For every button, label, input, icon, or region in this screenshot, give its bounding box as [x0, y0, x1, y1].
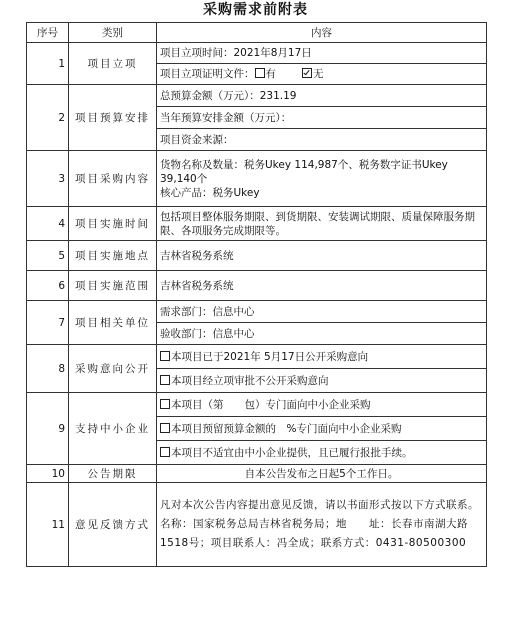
row-content-line: 自本公告发布之日起5个工作日。: [157, 465, 487, 483]
checkbox-unchecked-icon: [255, 68, 265, 78]
header-no: 序号: [27, 23, 69, 43]
checkbox-unchecked-icon: [160, 351, 170, 361]
table-row: [27, 241, 487, 271]
option-label: 本项目经立项审批不公开采购意向: [171, 374, 329, 387]
row-content-line: 项目资金来源：: [157, 129, 487, 151]
option-label: 本项目（第 包）专门面向中小企业采购: [171, 398, 371, 411]
row-content-line: 需求部门：信息中心: [157, 301, 487, 323]
row-content-line: [157, 417, 487, 441]
header-category: 类别: [69, 23, 157, 43]
row-number: 10: [27, 465, 69, 483]
option-label: 本项目预留预算金额的 %专门面向中小企业采购: [171, 422, 402, 435]
proof-doc-label: 项目立项证明文件：: [160, 68, 255, 80]
row-content-line: [157, 441, 487, 465]
row-content-line: 总预算金额（万元）：231.19: [157, 85, 487, 107]
row-number: 9: [27, 393, 69, 465]
row-content-cell: [157, 151, 487, 207]
table-row: [27, 271, 487, 301]
row-category: 意见反馈方式: [69, 483, 157, 567]
header-content: 内容: [157, 23, 487, 43]
row-content-line: [157, 64, 487, 85]
row-content-line: [157, 393, 487, 417]
checkbox-unchecked-icon: [160, 447, 170, 457]
row-number: 5: [27, 241, 69, 271]
row-content-line: 货物名称及数量：税务Ukey 114,987个、税务数字证书Ukey 39,140个: [160, 158, 448, 185]
row-category: 项目预算安排: [69, 85, 157, 151]
row-number: 11: [27, 483, 69, 567]
row-category: 项目实施范围: [69, 271, 157, 301]
table-row: [27, 151, 487, 207]
document-title: 采购需求前附表: [203, 2, 308, 18]
row-content-line: 凡对本次公告内容提出意见反馈，请以书面形式按以下方式联系。名称：国家税务总局吉林省税务局；地 址：长春市南湖大路1518号；项目联系人：冯全成；联系方式：0431-80500300: [157, 483, 487, 567]
row-number: 7: [27, 301, 69, 345]
row-number: 8: [27, 345, 69, 393]
row-category: 支持中小企业: [69, 393, 157, 465]
checkbox-unchecked-icon: [160, 399, 170, 409]
option-label: 本项目已于2021年 5月17日公开采购意向: [171, 350, 369, 363]
row-content-line: 核心产品：税务Ukey: [160, 186, 260, 199]
row-content-line: [157, 369, 487, 393]
row-content-line: [157, 345, 487, 369]
row-number: 4: [27, 207, 69, 241]
row-number: 2: [27, 85, 69, 151]
table-row: [27, 207, 487, 241]
table-row: [27, 301, 487, 323]
checkbox-unchecked-icon: [160, 375, 170, 385]
row-category: 项目立项: [69, 43, 157, 85]
table-row: [27, 85, 487, 107]
row-category: 项目实施地点: [69, 241, 157, 271]
row-content-line: 吉林省税务系统: [157, 241, 487, 271]
option-no-label: 无: [313, 68, 324, 80]
row-category: 采购意向公开: [69, 345, 157, 393]
row-content-line: 验收部门：信息中心: [157, 323, 487, 345]
row-category: 项目实施时间: [69, 207, 157, 241]
table-row: [27, 465, 487, 483]
option-label: 本项目不适宜由中小企业提供，且已履行报批手续。: [171, 446, 413, 459]
option-yes-label: 有: [265, 68, 276, 80]
row-number: 3: [27, 151, 69, 207]
checkbox-unchecked-icon: [160, 423, 170, 433]
table-row: [27, 483, 487, 567]
table-row: [27, 393, 487, 417]
row-number: 6: [27, 271, 69, 301]
row-category: 公告期限: [69, 465, 157, 483]
table-row: [27, 43, 487, 64]
row-content-line: 包括项目整体服务期限、到货期限、安装调试期限、质量保障服务期限、各项服务完成期限等。: [157, 207, 487, 241]
procurement-requirements-table: [26, 22, 487, 567]
row-category: 项目相关单位: [69, 301, 157, 345]
table-row: [27, 345, 487, 369]
row-number: 1: [27, 43, 69, 85]
row-content-line: 吉林省税务系统: [157, 271, 487, 301]
row-content-line: 当年预算安排金额（万元）：: [157, 107, 487, 129]
row-category: 项目采购内容: [69, 151, 157, 207]
row-content-line: 项目立项时间：2021年8月17日: [157, 43, 487, 64]
table-header-row: [27, 23, 487, 43]
checkbox-checked-icon: [302, 68, 312, 78]
